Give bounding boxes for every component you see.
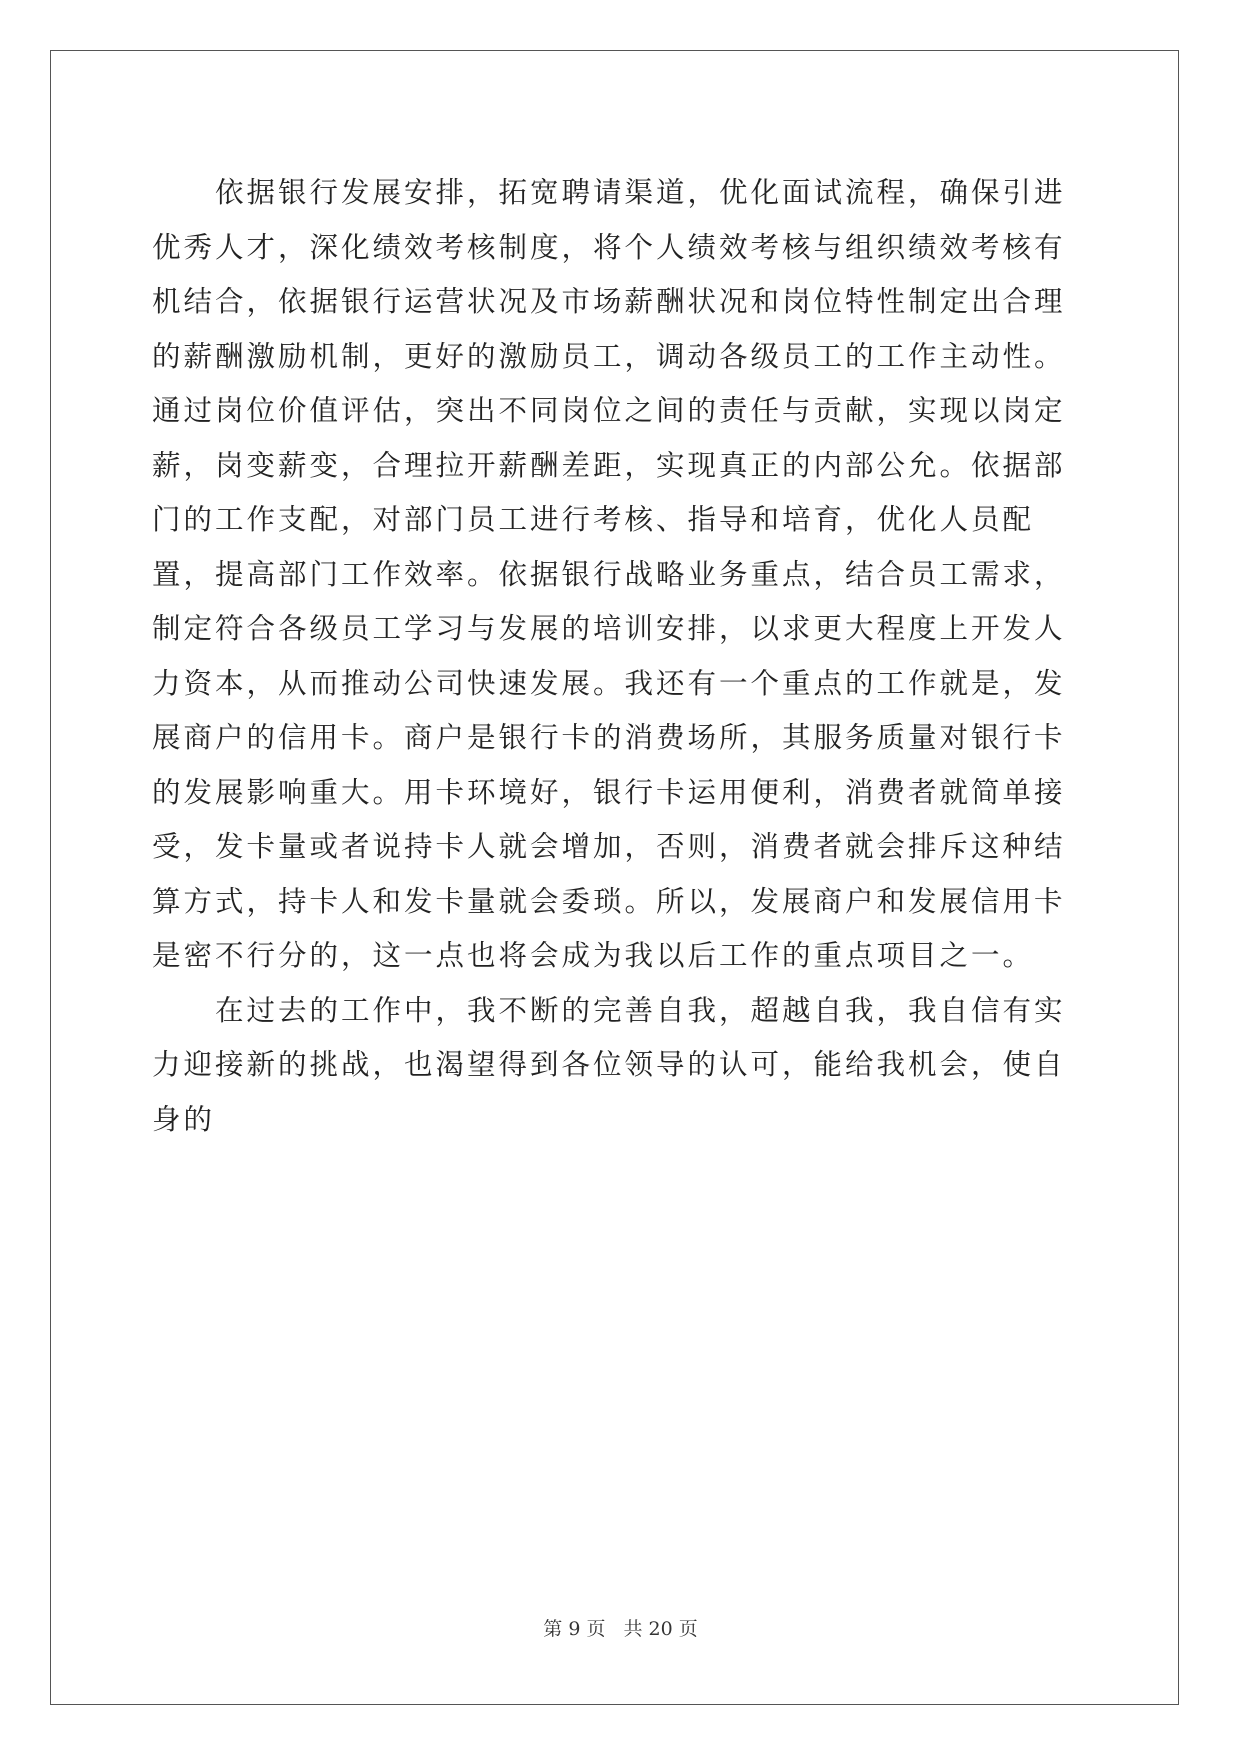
document-body	[152, 166, 1082, 1147]
page-total: 共 20 页	[623, 1618, 698, 1640]
page-footer	[0, 1614, 1241, 1641]
paragraph-2: 在过去的工作中，我不断的完善自我，超越自我，我自信有实力迎接新的挑战，也渴望得到各位领导的认可，能给我机会，使自身的	[152, 993, 1066, 1136]
page-number: 第 9 页	[543, 1618, 606, 1640]
paragraph-1: 依据银行发展安排，拓宽聘请渠道，优化面试流程，确保引进优秀人才，深化绩效考核制度，将个人绩效考核与组织绩效考核有机结合，依据银行运营状况及市场薪酬状况和岗位特性制定出合理的薪酬激励机制，更好的激励员工，调动各级员工的工作主动性。通过岗位价值评估，突出不同岗位之间的责任与贡献，实现以岗定薪，岗变薪变，合理拉开薪酬差距，实现真正的内部公允。依据部门的工作支配，对部门员工进行考核、指导和培育，优化人员配置，提高部门工作效率。依据银行战略业务重点，结合员工需求，制定符合各级员工学习与发展的培训安排，以求更大程度上开发人力资本，从而推动公司快速发展。我还有一个重点的工作就是，发展商户的信用卡。商户是银行卡的消费场所，其服务质量对银行卡的发展影响重大。用卡环境好，银行卡运用便利，消费者就简单接受，发卡量或者说持卡人就会增加，否则，消费者就会排斥这种结算方式，持卡人和发卡量就会委琐。所以，发展商户和发展信用卡是密不行分的，这一点也将会成为我以后工作的重点项目之一。	[152, 176, 1066, 972]
